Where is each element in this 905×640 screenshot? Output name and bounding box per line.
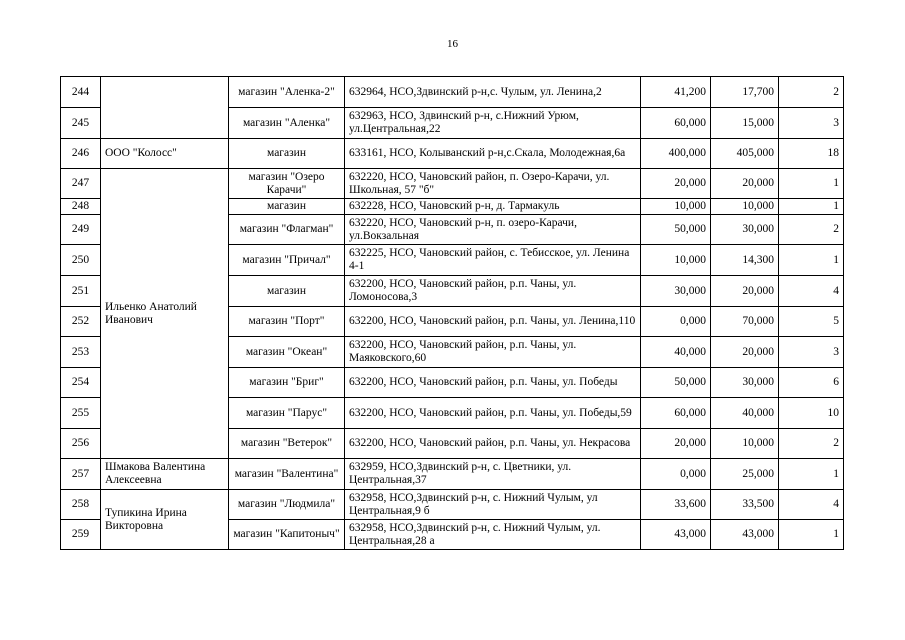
value-1: 0,000: [641, 307, 711, 337]
row-number: 244: [61, 77, 101, 108]
store-type: магазин "Океан": [229, 337, 345, 368]
row-number: 254: [61, 368, 101, 398]
value-2: 33,500: [711, 490, 779, 520]
store-type: магазин "Бриг": [229, 368, 345, 398]
store-address: 632959, НСО,Здвинский р-н, с. Цветники, ул. Центральная,37: [345, 459, 641, 490]
row-number: 245: [61, 108, 101, 139]
row-number: 257: [61, 459, 101, 490]
value-3: 4: [779, 490, 844, 520]
value-1: 40,000: [641, 337, 711, 368]
value-3: 2: [779, 215, 844, 245]
table-row: [61, 490, 844, 520]
table-row: [61, 139, 844, 169]
store-type: магазин "Валентина": [229, 459, 345, 490]
value-3: 1: [779, 520, 844, 550]
store-address: 632958, НСО,Здвинский р-н, с. Нижний Чулым, ул. Центральная,28 а: [345, 520, 641, 550]
store-address: 632200, НСО, Чановский район, р.п. Чаны, ул. Ленина,110: [345, 307, 641, 337]
value-3: 1: [779, 245, 844, 276]
value-3: 1: [779, 459, 844, 490]
table-row: [61, 77, 844, 108]
value-1: 10,000: [641, 199, 711, 215]
store-type: магазин "Аленка": [229, 108, 345, 139]
value-3: 3: [779, 108, 844, 139]
value-3: 2: [779, 429, 844, 459]
row-number: 255: [61, 398, 101, 429]
store-address: 632958, НСО,Здвинский р-н, с. Нижний Чулым, ул Центральная,9 б: [345, 490, 641, 520]
value-1: 0,000: [641, 459, 711, 490]
value-1: 50,000: [641, 368, 711, 398]
value-1: 30,000: [641, 276, 711, 307]
store-type: магазин "Ветерок": [229, 429, 345, 459]
stores-table: [60, 76, 844, 550]
value-2: 17,700: [711, 77, 779, 108]
owner-name: ООО "Колосс": [101, 139, 229, 169]
row-number: 251: [61, 276, 101, 307]
value-2: 20,000: [711, 337, 779, 368]
row-number: 259: [61, 520, 101, 550]
row-number: 247: [61, 169, 101, 199]
row-number: 249: [61, 215, 101, 245]
store-address: 632220, НСО, Чановский р-н, п. озеро-Карачи, ул.Вокзальная: [345, 215, 641, 245]
owner-name: Тупикина Ирина Викторовна: [101, 490, 229, 550]
store-type: магазин "Флагман": [229, 215, 345, 245]
store-address: 633161, НСО, Колыванский р-н,с.Скала, Молодежная,6а: [345, 139, 641, 169]
value-1: 400,000: [641, 139, 711, 169]
store-type: магазин: [229, 276, 345, 307]
value-2: 15,000: [711, 108, 779, 139]
row-number: 250: [61, 245, 101, 276]
value-2: 14,300: [711, 245, 779, 276]
row-number: 252: [61, 307, 101, 337]
value-2: 70,000: [711, 307, 779, 337]
store-type: магазин: [229, 199, 345, 215]
value-2: 40,000: [711, 398, 779, 429]
store-type: магазин "Капитоныч": [229, 520, 345, 550]
value-3: 1: [779, 199, 844, 215]
value-1: 20,000: [641, 169, 711, 199]
value-2: 20,000: [711, 169, 779, 199]
store-address: 632220, НСО, Чановский район, п. Озеро-Карачи, ул. Школьная, 57 "б": [345, 169, 641, 199]
table-row: [61, 169, 844, 199]
store-address: 632963, НСО, Здвинский р-н, с.Нижний Урюм, ул.Центральная,22: [345, 108, 641, 139]
value-2: 25,000: [711, 459, 779, 490]
value-3: 3: [779, 337, 844, 368]
store-type: магазин "Аленка-2": [229, 77, 345, 108]
store-type: магазин: [229, 139, 345, 169]
value-1: 50,000: [641, 215, 711, 245]
store-type: магазин "Озеро Карачи": [229, 169, 345, 199]
value-1: 20,000: [641, 429, 711, 459]
store-address: 632200, НСО, Чановский район, р.п. Чаны, ул. Победы: [345, 368, 641, 398]
store-address: 632964, НСО,Здвинский р-н,с. Чулым, ул. Ленина,2: [345, 77, 641, 108]
store-address: 632228, НСО, Чановский р-н, д. Тармакуль: [345, 199, 641, 215]
value-2: 10,000: [711, 429, 779, 459]
value-1: 60,000: [641, 108, 711, 139]
store-address: 632200, НСО, Чановский район, р.п. Чаны, ул. Победы,59: [345, 398, 641, 429]
table-row: [61, 459, 844, 490]
value-3: 2: [779, 77, 844, 108]
value-2: 10,000: [711, 199, 779, 215]
row-number: 246: [61, 139, 101, 169]
row-number: 258: [61, 490, 101, 520]
value-1: 43,000: [641, 520, 711, 550]
value-3: 1: [779, 169, 844, 199]
store-type: магазин "Людмила": [229, 490, 345, 520]
row-number: 248: [61, 199, 101, 215]
owner-name: Шмакова Валентина Алексеевна: [101, 459, 229, 490]
store-type: магазин "Парус": [229, 398, 345, 429]
owner-name: Ильенко Анатолий Иванович: [101, 169, 229, 459]
value-2: 20,000: [711, 276, 779, 307]
value-2: 43,000: [711, 520, 779, 550]
row-number: 256: [61, 429, 101, 459]
row-number: 253: [61, 337, 101, 368]
store-address: 632200, НСО, Чановский район, р.п. Чаны, ул. Ломоносова,3: [345, 276, 641, 307]
value-3: 6: [779, 368, 844, 398]
value-1: 10,000: [641, 245, 711, 276]
store-address: 632225, НСО, Чановский район, с. Тебисское, ул. Ленина 4-1: [345, 245, 641, 276]
value-1: 60,000: [641, 398, 711, 429]
value-1: 33,600: [641, 490, 711, 520]
store-type: магазин "Порт": [229, 307, 345, 337]
value-3: 10: [779, 398, 844, 429]
value-2: 30,000: [711, 215, 779, 245]
value-2: 405,000: [711, 139, 779, 169]
owner-cell-empty: [101, 77, 229, 139]
value-1: 41,200: [641, 77, 711, 108]
value-2: 30,000: [711, 368, 779, 398]
value-3: 4: [779, 276, 844, 307]
store-type: магазин "Причал": [229, 245, 345, 276]
store-address: 632200, НСО, Чановский район, р.п. Чаны, ул. Некрасова: [345, 429, 641, 459]
value-3: 18: [779, 139, 844, 169]
store-address: 632200, НСО, Чановский район, р.п. Чаны, ул. Маяковского,60: [345, 337, 641, 368]
page-number: 16: [447, 38, 458, 50]
value-3: 5: [779, 307, 844, 337]
